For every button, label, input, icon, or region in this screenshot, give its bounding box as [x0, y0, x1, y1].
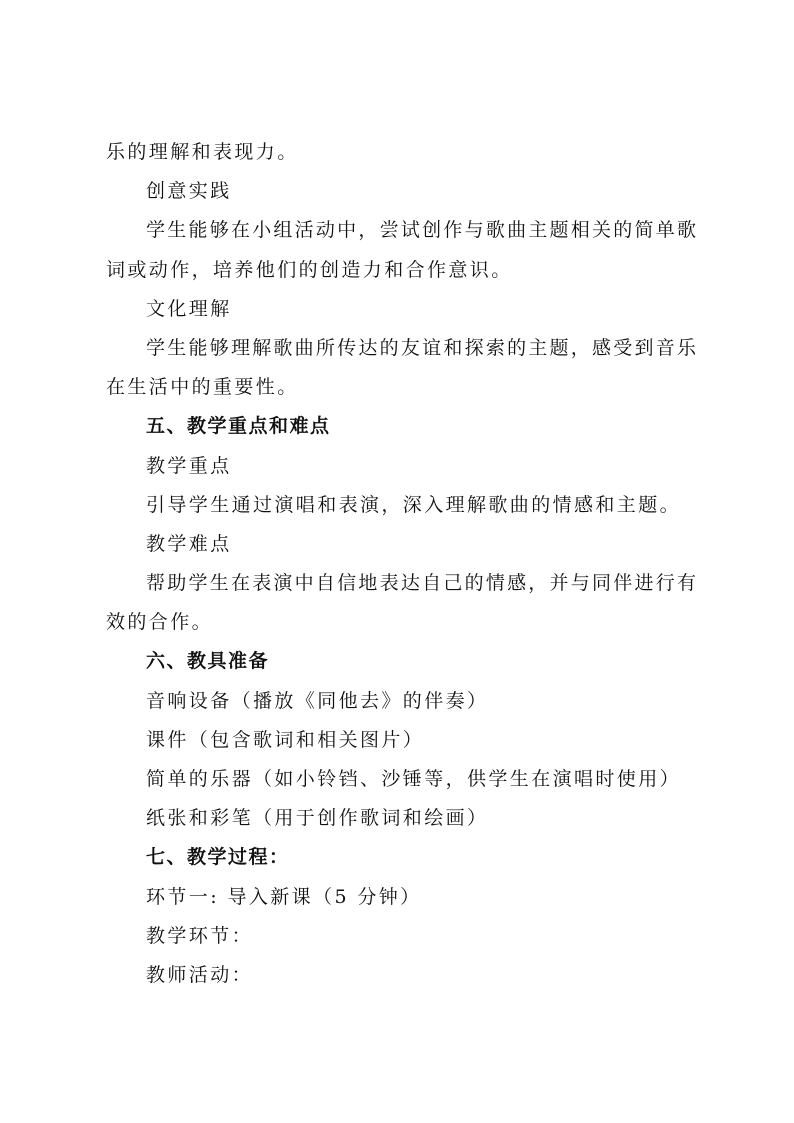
paragraph-line: 词或动作，培养他们的创造力和合作意识。	[106, 258, 513, 281]
paragraph-line: 学生能够理解歌曲所传达的友谊和探索的主题，感受到音乐	[146, 336, 696, 359]
subheading-teaching-focus: 教学重点	[146, 454, 232, 477]
paragraph-line: 效的合作。	[106, 611, 214, 634]
subheading-cultural-understanding: 文化理解	[146, 297, 232, 320]
section-heading-teaching-process: 七、教学过程：	[146, 846, 290, 869]
list-item: 课件（包含歌词和相关图片）	[146, 728, 425, 751]
document-body	[106, 133, 696, 995]
section-heading-key-points: 五、教学重点和难点	[146, 415, 331, 438]
subheading-teacher-activity: 教师活动：	[146, 963, 254, 986]
subheading-step-one: 环节一: 导入新课（5 分钟）	[146, 885, 422, 908]
list-item: 纸张和彩笔（用于创作歌词和绘画）	[146, 807, 489, 830]
paragraph-line: 乐的理解和表现力。	[106, 141, 299, 163]
subheading-teaching-difficulty: 教学难点	[146, 532, 232, 555]
paragraph-line: 在生活中的重要性。	[106, 376, 299, 399]
paragraph-line: 帮助学生在表演中自信地表达自己的情感，并与同伴进行有	[146, 572, 696, 595]
paragraph-line: 学生能够在小组活动中，尝试创作与歌曲主题相关的简单歌	[146, 219, 696, 242]
paragraph-line: 引导学生通过演唱和表演，深入理解歌曲的情感和主题。	[146, 493, 682, 516]
subheading-creative-practice: 创意实践	[146, 180, 232, 203]
list-item: 音响设备（播放《同他去》的伴奏）	[146, 689, 489, 712]
subheading-teaching-step: 教学环节：	[146, 924, 254, 947]
list-item: 简单的乐器（如小铃铛、沙锤等，供学生在演唱时使用）	[146, 768, 682, 790]
section-heading-teaching-aids: 六、教具准备	[146, 650, 270, 673]
